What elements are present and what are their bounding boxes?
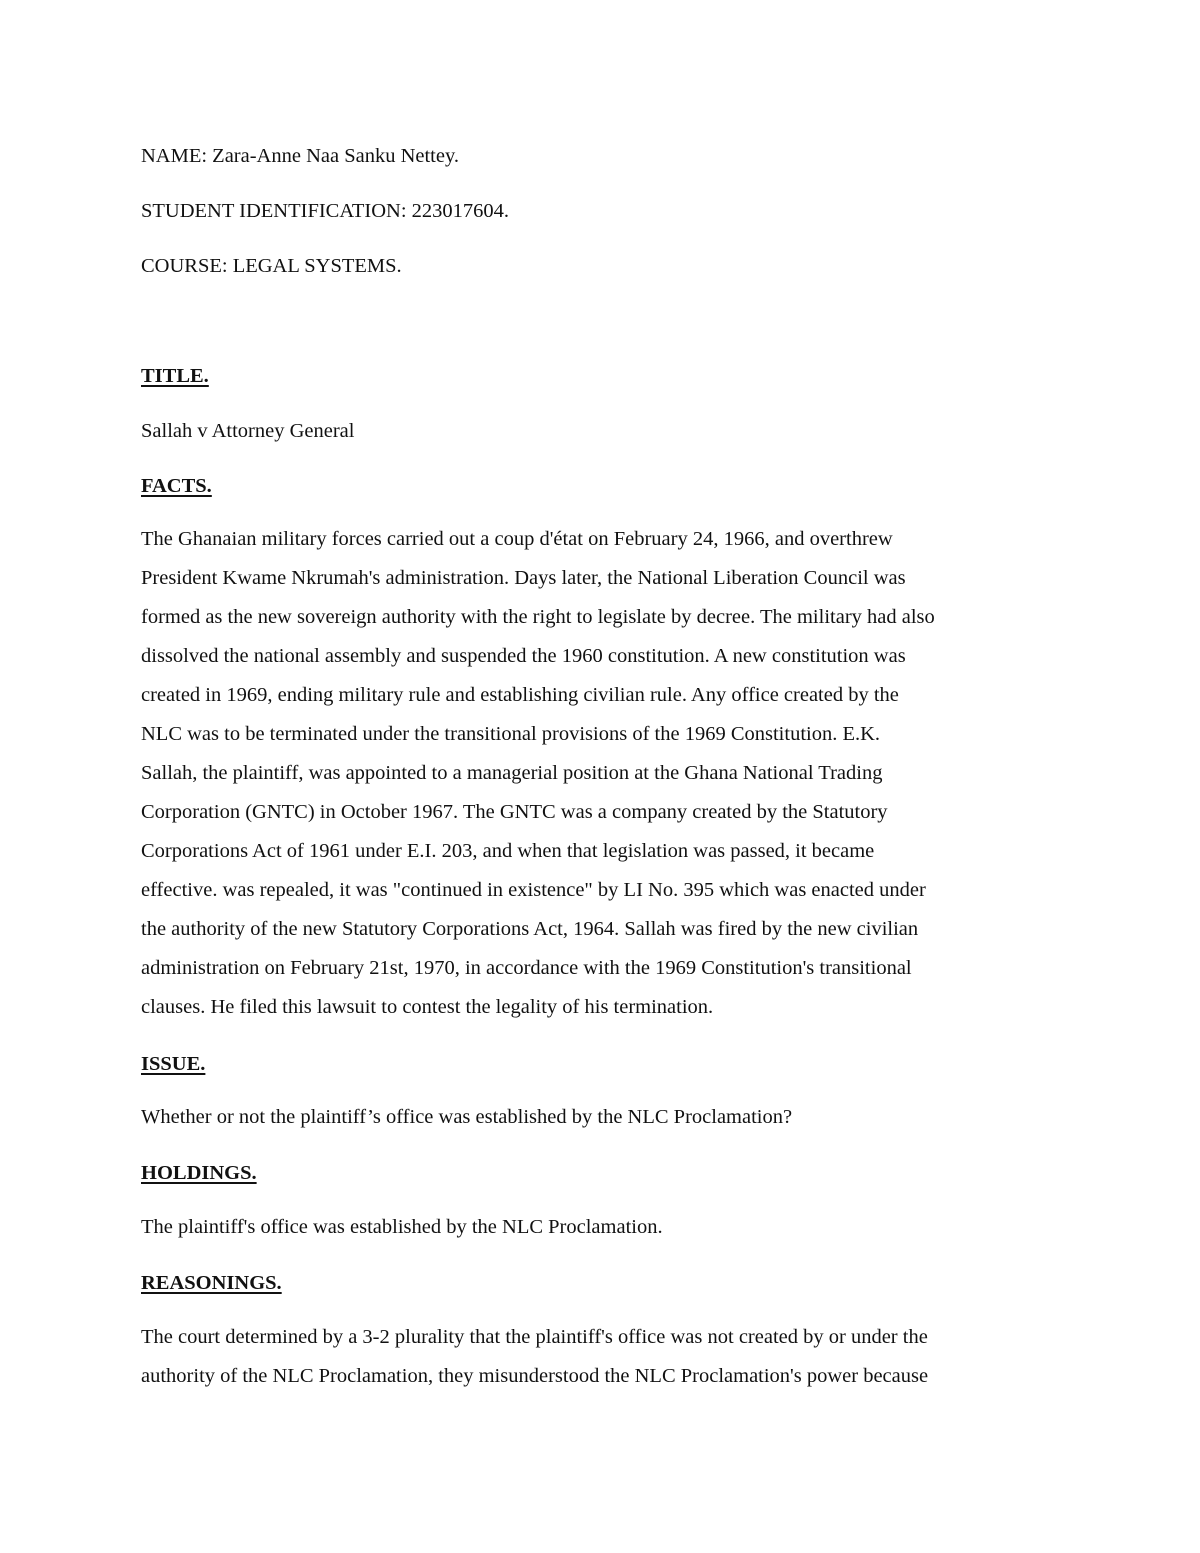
facts-line: created in 1969, ending military rule and establishing civilian rule. Any office created by the [141,684,899,706]
reasonings-paragraph [141,1323,928,1401]
title-body: Sallah v Attorney General [141,420,355,442]
title-heading: TITLE. [141,365,209,387]
holdings-body: The plaintiff's office was established by the NLC Proclamation. [141,1216,663,1238]
course: COURSE: LEGAL SYSTEMS. [141,255,402,277]
issue-heading: ISSUE. [141,1053,206,1075]
reasonings-line: The court determined by a 3-2 plurality that the plaintiff's office was not created by or under the [141,1326,928,1348]
reasonings-heading: REASONINGS. [141,1272,282,1294]
facts-line: President Kwame Nkrumah's administration. Days later, the National Liberation Council was [141,567,906,589]
facts-line: Corporations Act of 1961 under E.I. 203, and when that legislation was passed, it became [141,840,875,862]
facts-line: formed as the new sovereign authority with the right to legislate by decree. The military had also [141,606,935,628]
facts-line: the authority of the new Statutory Corporations Act, 1964. Sallah was fired by the new civilian [141,918,919,940]
facts-line: The Ghanaian military forces carried out a coup d'état on February 24, 1966, and overthrew [141,528,893,550]
holdings-heading: HOLDINGS. [141,1162,257,1184]
facts-line: NLC was to be terminated under the transitional provisions of the 1969 Constitution. E.K. [141,723,881,745]
issue-body: Whether or not the plaintiff’s office was established by the NLC Proclamation? [141,1106,793,1128]
facts-line: Sallah, the plaintiff, was appointed to a managerial position at the Ghana National Trading [141,762,883,784]
student-id: STUDENT IDENTIFICATION: 223017604. [141,200,510,222]
reasonings-line: authority of the NLC Proclamation, they misunderstood the NLC Proclamation's power because [141,1365,929,1387]
facts-line: Corporation (GNTC) in October 1967. The GNTC was a company created by the Statutory [141,801,888,823]
facts-line: administration on February 21st, 1970, in accordance with the 1969 Constitution's transitional [141,957,912,979]
facts-line: effective. was repealed, it was "continued in existence" by LI No. 395 which was enacted under [141,879,926,901]
student-name: NAME: Zara-Anne Naa Sanku Nettey. [141,145,460,167]
facts-paragraph [141,525,935,1032]
facts-line: clauses. He filed this lawsuit to contest the legality of his termination. [141,996,714,1018]
facts-heading: FACTS. [141,475,212,497]
facts-line: dissolved the national assembly and suspended the 1960 constitution. A new constitution was [141,645,906,667]
